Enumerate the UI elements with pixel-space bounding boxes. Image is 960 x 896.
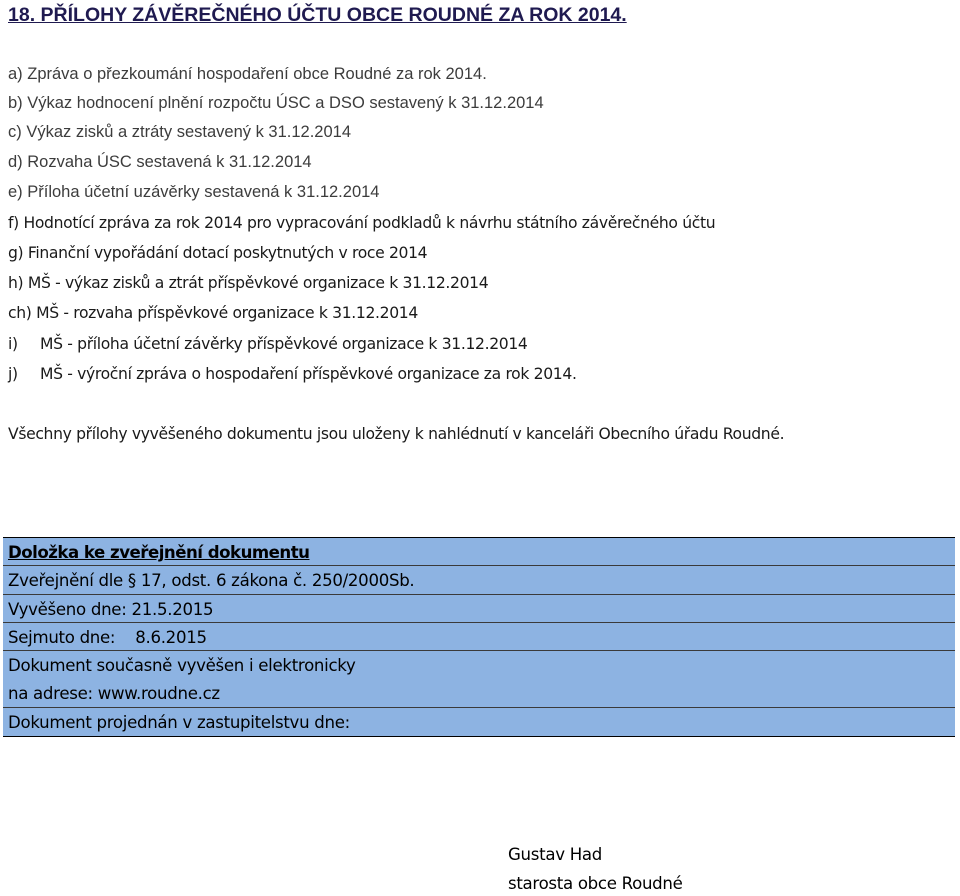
publication-clause <box>3 537 955 737</box>
attachment-item-i <box>8 333 528 355</box>
attachment-item-i-label: i) <box>8 335 18 353</box>
attachment-item-j-text: MŠ - výroční zpráva o hospodaření příspěvkové organizace za rok 2014. <box>40 365 577 383</box>
attachment-item-j <box>8 363 577 385</box>
publication-council: Dokument projednán v zastupitelstvu dne: <box>8 712 350 732</box>
removed-label: Sejmuto dne: <box>8 627 116 647</box>
attachment-item-g: g) Finanční vypořádání dotací poskytnutých v roce 2014 <box>8 244 428 262</box>
publication-address: na adrese: www.roudne.cz <box>3 679 955 707</box>
attachment-item-a: a) Zpráva o přezkoumání hospodaření obce Roudné za rok 2014. <box>8 65 487 83</box>
attachments-note: Všechny přílohy vyvěšeného dokumentu jsou uloženy k nahlédnutí v kanceláři Obecního úřadu Roudné. <box>8 425 785 443</box>
attachment-item-j-label: j) <box>8 365 18 383</box>
attachment-item-c: c) Výkaz zisků a ztráty sestavený k 31.12.2014 <box>8 123 351 141</box>
publication-posted-date: Vyvěšeno dne: 21.5.2015 <box>3 595 955 623</box>
attachment-item-h: h) MŠ - výkaz zisků a ztrát příspěvkové organizace k 31.12.2014 <box>8 274 489 292</box>
signatory-name: Gustav Had <box>508 845 602 864</box>
publication-clause-title: Doložka ke zveřejnění dokumentu <box>3 538 955 566</box>
page-title: 18. PŘÍLOHY ZÁVĚREČNÉHO ÚČTU OBCE ROUDNÉ ZA ROK 2014. <box>8 4 627 26</box>
attachment-item-b: b) Výkaz hodnocení plnění rozpočtu ÚSC a DSO sestavený k 31.12.2014 <box>8 94 544 112</box>
attachment-item-ch: ch) MŠ - rozvaha příspěvkové organizace k 31.12.2014 <box>8 304 418 322</box>
attachment-item-i-text: MŠ - příloha účetní závěrky příspěvkové organizace k 31.12.2014 <box>40 335 528 353</box>
attachment-item-d: d) Rozvaha ÚSC sestavená k 31.12.2014 <box>8 153 312 171</box>
removed-value: 8.6.2015 <box>135 627 207 647</box>
attachment-item-e: e) Příloha účetní uzávěrky sestavená k 31.12.2014 <box>8 183 380 201</box>
publication-removed-date <box>3 623 955 651</box>
signatory-role: starosta obce Roudné <box>508 874 683 893</box>
attachment-item-f: f) Hodnotící zpráva za rok 2014 pro vypracování podkladů k návrhu státního závěrečného účtu <box>8 214 716 232</box>
publication-legal-basis: Zveřejnění dle § 17, odst. 6 zákona č. 250/2000Sb. <box>3 566 955 594</box>
publication-electronic: Dokument současně vyvěšen i elektronicky <box>8 656 356 676</box>
